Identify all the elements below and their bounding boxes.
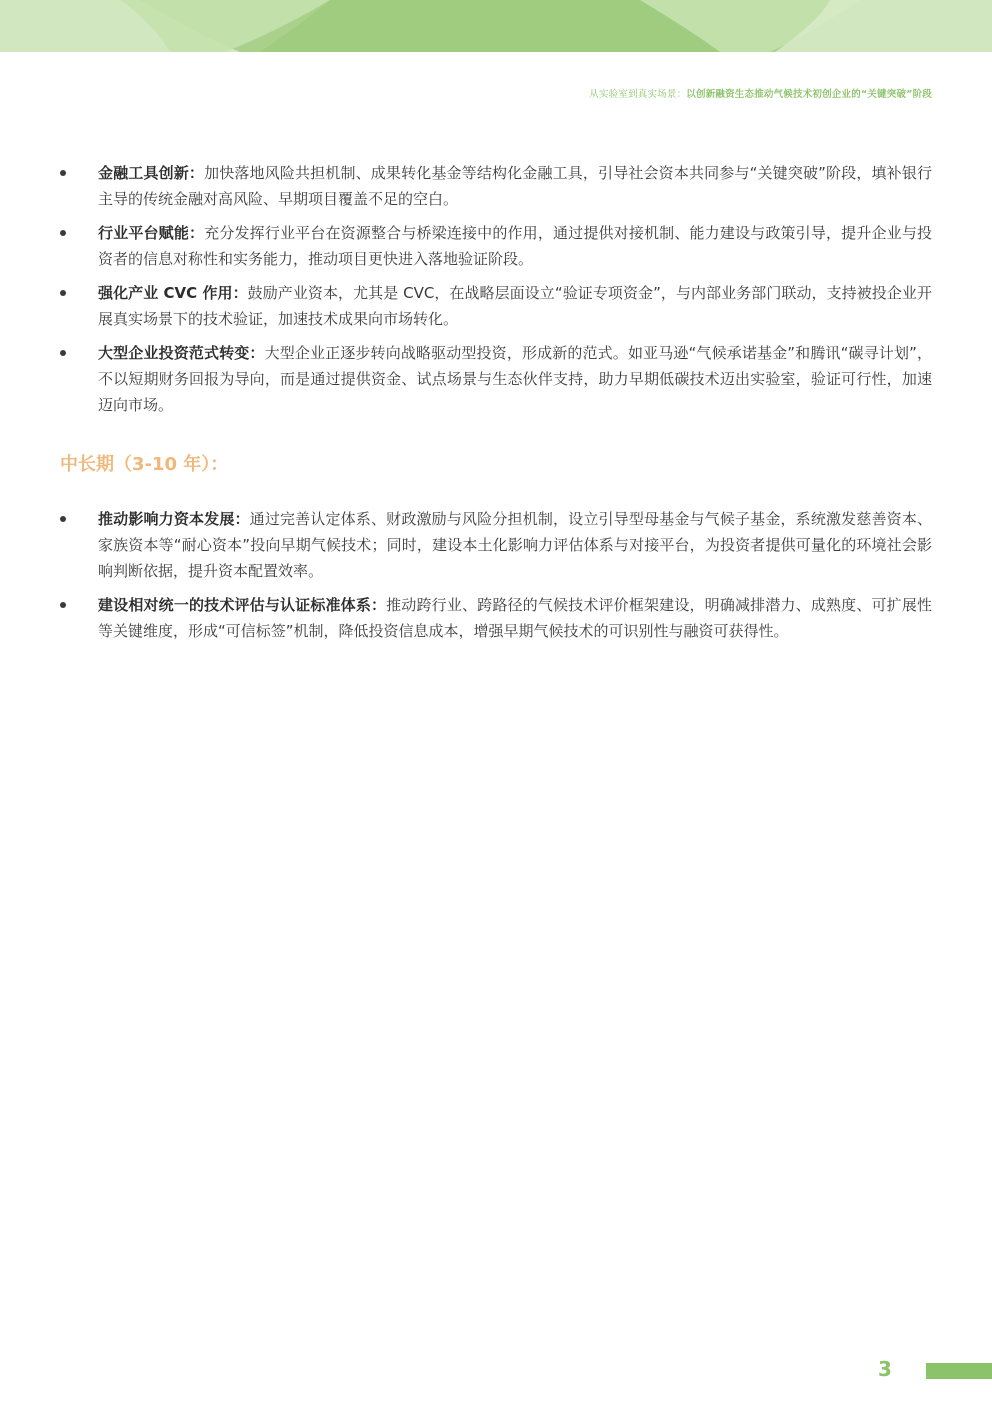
running-header-title: 以创新融资生态推动气候技术初创企业的“关键突破”阶段 bbox=[686, 89, 932, 100]
bullet-icon bbox=[60, 350, 66, 356]
list-item bbox=[60, 340, 932, 418]
running-header-prefix: 从实验室到真实场景： bbox=[589, 89, 687, 100]
list-item-text: 推动跨行业、跨路径的气候技术评价框架建设，明确减排潜力、成熟度、可扩展性等关键维度，形成“可信标签”机制，降低投资信息成本，增强早期气候技术的可识别性与融资可获得性。 bbox=[98, 596, 932, 640]
running-header bbox=[589, 86, 932, 100]
list-item bbox=[60, 506, 932, 584]
list-item bbox=[60, 160, 932, 212]
page-number: 3 bbox=[878, 1357, 892, 1381]
list-item bbox=[60, 280, 932, 332]
list-item-text: 大型企业正逐步转向战略驱动型投资，形成新的范式。如亚马逊“气候承诺基金”和腾讯“碳寻计划”，不以短期财务回报为导向，而是通过提供资金、试点场景与生态伙伴支持，助力早期低碳技术迈出实验室，验证可行性，加速迈向市场。 bbox=[98, 344, 932, 414]
list-item bbox=[60, 592, 932, 644]
list-item-text: 鼓励产业资本，尤其是 CVC，在战略层面设立“验证专项资金”，与内部业务部门联动，支持被投企业开展真实场景下的技术验证，加速技术成果向市场转化。 bbox=[98, 284, 932, 328]
list-item-text: 加快落地风险共担机制、成果转化基金等结构化金融工具，引导社会资本共同参与“关键突破”阶段，填补银行主导的传统金融对高风险、早期项目覆盖不足的空白。 bbox=[98, 164, 932, 208]
bullet-icon bbox=[60, 602, 66, 608]
section-heading-mid-long-term: 中长期（3-10 年）： bbox=[60, 454, 229, 475]
short-term-list bbox=[60, 160, 932, 418]
main-content bbox=[60, 160, 932, 652]
bullet-icon bbox=[60, 230, 66, 236]
bullet-icon bbox=[60, 170, 66, 176]
list-item-text: 通过完善认定体系、财政激励与风险分担机制，设立引导型母基金与气候子基金，系统激发慈善资本、家族资本等“耐心资本”投向早期气候技术；同时，建设本土化影响力评估体系与对接平台，为投资者提供可量化的环境社会影响判断依据，提升资本配置效率。 bbox=[98, 510, 932, 580]
mid-long-term-list bbox=[60, 506, 932, 644]
list-item bbox=[60, 220, 932, 272]
page-number-accent-bar bbox=[926, 1363, 992, 1379]
decorative-top-banner bbox=[0, 0, 992, 52]
list-item-lead: 行业平台赋能： bbox=[98, 224, 205, 242]
list-item-lead: 建设相对统一的技术评估与认证标准体系： bbox=[98, 596, 387, 614]
bullet-icon bbox=[60, 516, 66, 522]
list-item-lead: 推动影响力资本发展： bbox=[98, 510, 250, 528]
list-item-lead: 强化产业 CVC 作用： bbox=[98, 284, 248, 302]
list-item-text: 充分发挥行业平台在资源整合与桥梁连接中的作用，通过提供对接机制、能力建设与政策引导，提升企业与投资者的信息对称性和实务能力，推动项目更快进入落地验证阶段。 bbox=[98, 224, 932, 268]
bullet-icon bbox=[60, 290, 66, 296]
list-item-lead: 大型企业投资范式转变： bbox=[98, 344, 265, 362]
list-item-lead: 金融工具创新： bbox=[98, 164, 205, 182]
